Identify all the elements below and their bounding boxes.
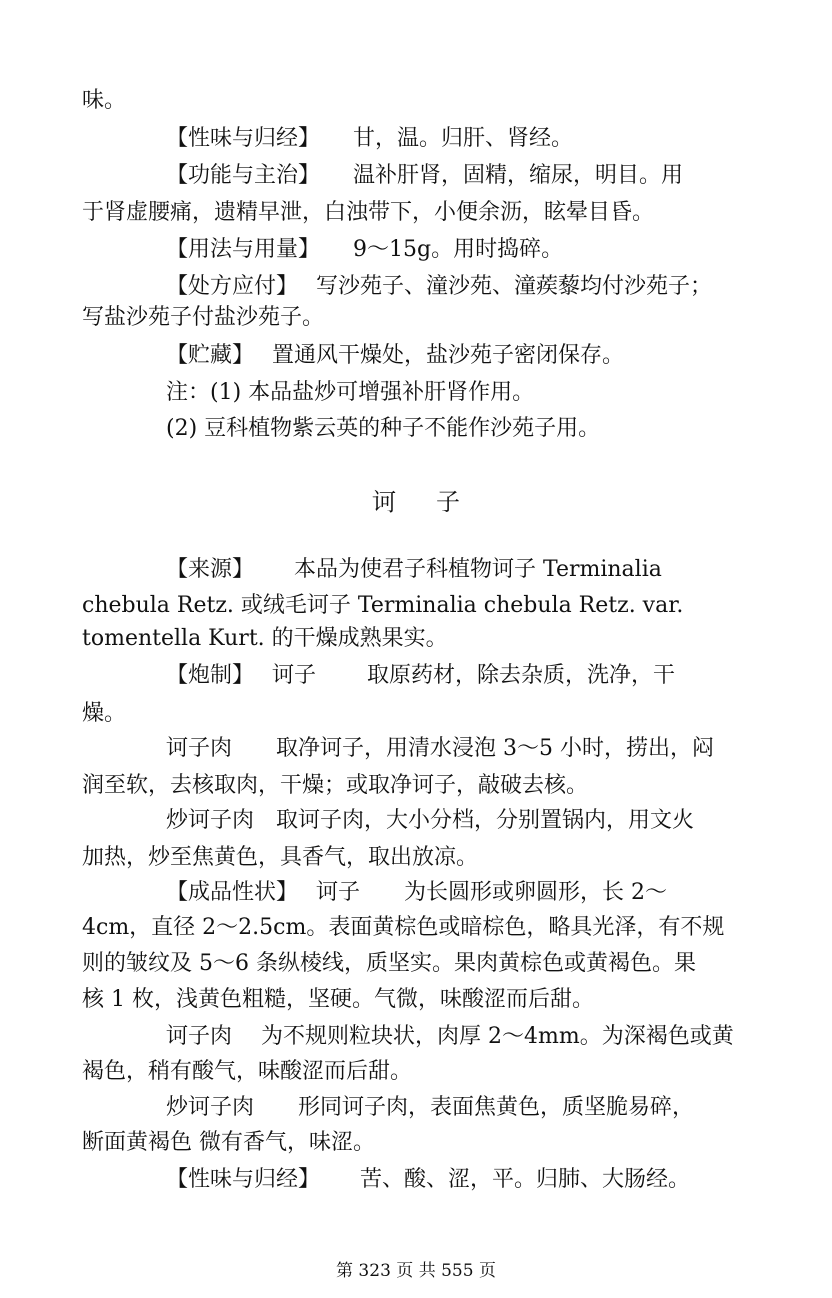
text-line: 【功能与主治】 温补肝肾，固精，缩尿，明目。用 — [166, 163, 684, 188]
text-line: 写盐沙苑子付盐沙苑子。 — [82, 305, 325, 330]
text-line: 【性味与归经】 苦、酸、涩，平。归肺、大肠经。 — [166, 1167, 690, 1192]
note-line: 注：(1) 本品盐炒可增强补肝肾作用。 — [166, 380, 535, 405]
text-line: 炒诃子肉 形同诃子肉，表面焦黄色，质坚脆易碎， — [166, 1095, 695, 1120]
note-line: (2) 豆科植物紫云英的种子不能作沙苑子用。 — [166, 416, 601, 441]
text-line: 核 1 枚，浅黄色粗糙，坚硬。气微，味酸涩而后甜。 — [82, 987, 594, 1012]
text-line: 断面黄褐色 微有香气，味涩。 — [82, 1130, 375, 1155]
text-line: 味。 — [82, 88, 127, 113]
section-title: 诃子 — [372, 488, 500, 516]
text-line: 【性味与归经】 甘，温。归肝、肾经。 — [166, 126, 574, 151]
text-line: 【贮藏】 置通风干燥处，盐沙苑子密闭保存。 — [166, 343, 624, 368]
text-line: 4cm，直径 2～2.5cm。表面黄棕色或暗棕色，略具光泽，有不规 — [82, 915, 725, 940]
text-line: 润至软，去核取肉，干燥；或取净诃子，敲破去核。 — [82, 773, 589, 798]
text-line: 于肾虚腰痛，遗精早泄，白浊带下，小便余沥，眩晕目昏。 — [82, 200, 655, 225]
text-line: 【成品性状】 诃子 为长圆形或卵圆形，长 2～ — [166, 880, 667, 905]
text-line: 加热，炒至焦黄色，具香气，取出放凉。 — [82, 845, 479, 870]
text-line: 则的皱纹及 5～6 条纵棱线，质坚实。果肉黄棕色或黄褐色。果 — [82, 951, 696, 976]
text-line: 炒诃子肉 取诃子肉，大小分档，分别置锅内，用文火 — [166, 808, 695, 833]
text-line: 燥。 — [82, 701, 127, 726]
text-line: tomentella Kurt. 的干燥成熟果实。 — [82, 626, 448, 651]
text-line: chebula Retz. 或绒毛诃子 Terminalia chebula Retz. var. — [82, 593, 684, 618]
text-line: 褐色，稍有酸气，味酸涩而后甜。 — [82, 1059, 413, 1084]
page-footer: 第 323 页 共 555 页 — [336, 1261, 496, 1281]
text-line: 【炮制】 诃子 取原药材，除去杂质，洗净，干 — [166, 663, 675, 688]
text-line: 诃子肉 取净诃子，用清水浸泡 3～5 小时，捞出，闷 — [166, 736, 714, 761]
text-line: 【来源】 本品为使君子科植物诃子 Terminalia — [166, 557, 662, 582]
text-line: 诃子肉 为不规则粒块状，肉厚 2～4mm。为深褐色或黄 — [166, 1024, 734, 1049]
text-line: 【处方应付】 写沙苑子、潼沙苑、潼蒺藜均付沙苑子； — [166, 274, 712, 299]
text-line: 【用法与用量】 9～15g。用时捣碎。 — [166, 237, 564, 262]
